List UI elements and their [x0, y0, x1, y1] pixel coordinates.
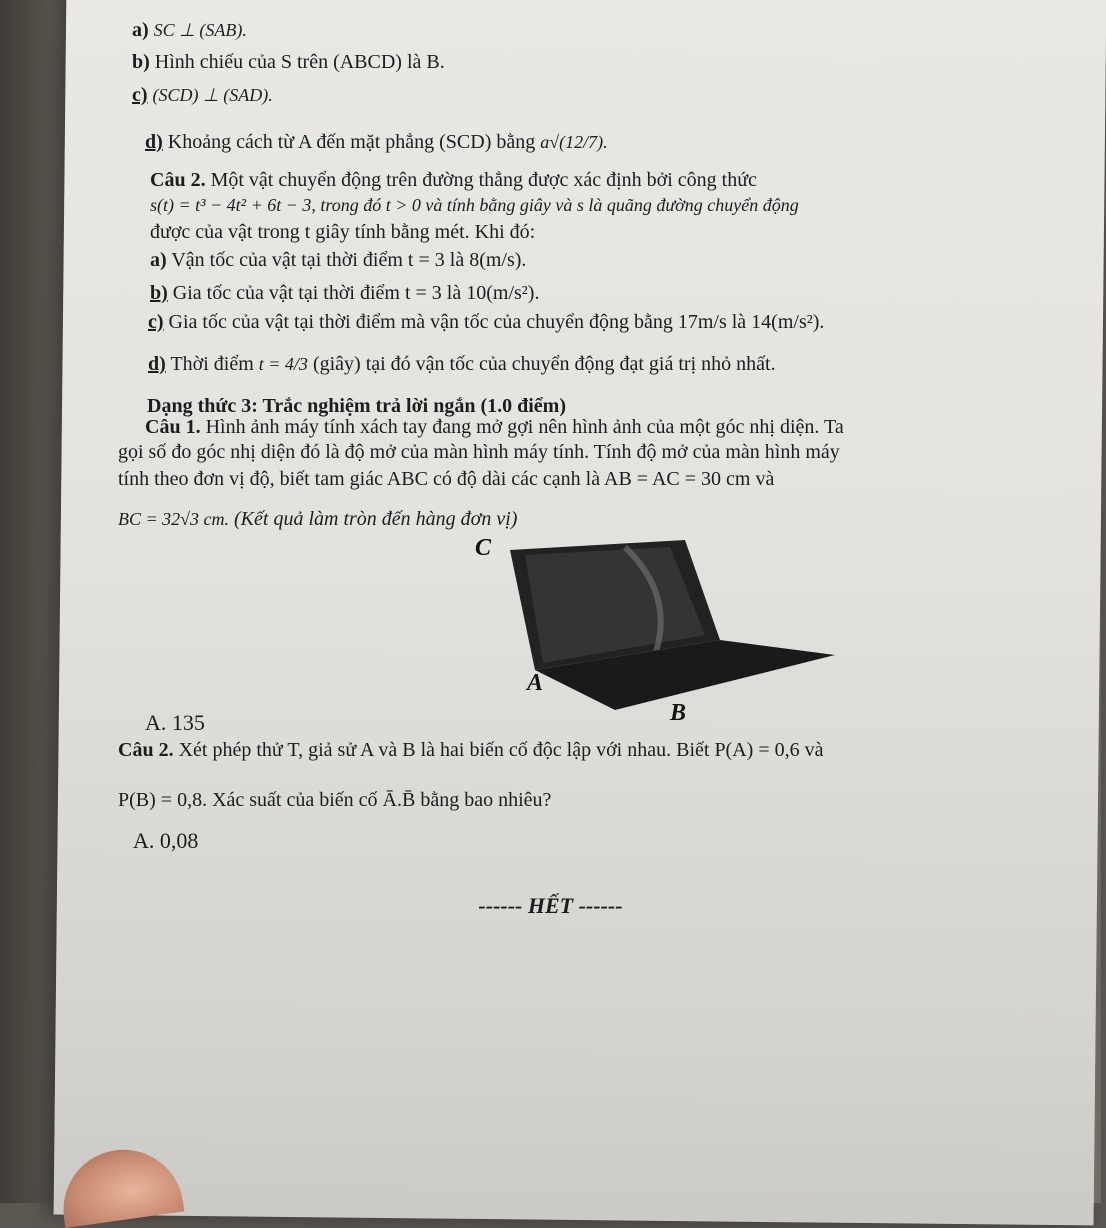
label-c: C	[475, 535, 492, 561]
q2-item-d: d) Thời điểm t = 4/3 (giây) tại đó vận tốc của chuyển động đạt giá trị nhỏ nhất.	[148, 353, 776, 375]
s3-q2-answer: A. 0,08	[133, 828, 199, 853]
laptop-diagram	[475, 535, 760, 735]
q2-item-b: b) Gia tốc của vật tại thời điểm t = 3 là 10(m/s²).	[150, 282, 540, 304]
label-a: A	[527, 670, 544, 696]
item-d: d) Khoảng cách từ A đến mặt phẳng (SCD) bằng a√(12/7).	[145, 131, 608, 153]
item-c: c) (SCD) ⊥ (SAD).	[132, 84, 273, 106]
s3-q1-line1: Câu 1. Hình ảnh máy tính xách tay đang mở gợi nên hình ảnh của một góc nhị diện. Ta	[145, 416, 844, 438]
s3-q1-line3: tính theo đơn vị độ, biết tam giác ABC có độ dài các cạnh là AB = AC = 30 cm và	[118, 468, 775, 490]
laptop-figure	[475, 535, 760, 735]
s3-q1-line4: BC = 32√3 cm. (Kết quả làm tròn đến hàng đơn vị)	[118, 508, 518, 530]
s3-q1-line2: gọi số đo góc nhị diện đó là độ mở của màn hình máy tính. Tính độ mở của màn hình máy	[118, 441, 840, 463]
q2-item-c: c) Gia tốc của vật tại thời điểm mà vận tốc của chuyển động bằng 17m/s là 14(m/s²).	[148, 311, 825, 333]
q2-line1: Câu 2. Một vật chuyển động trên đường thẳng được xác định bởi công thức	[150, 169, 757, 191]
s3-q2-line1: Câu 2. Xét phép thử T, giả sử A và B là hai biến cố độc lập với nhau. Biết P(A) = 0,6 và	[118, 739, 824, 761]
end-marker: ------ HẾT ------	[478, 893, 623, 918]
label-b: B	[670, 700, 687, 726]
q2-item-a: a) Vận tốc của vật tại thời điểm t = 3 là 8(m/s).	[150, 249, 527, 271]
s3-q2-line2: P(B) = 0,8. Xác suất của biến cố Ā.B̄ bằng bao nhiêu?	[118, 789, 552, 811]
section3-heading: Dạng thức 3: Trắc nghiệm trả lời ngắn (1.0 điểm)	[147, 395, 566, 417]
item-a: a) SC ⊥ (SAB).	[132, 19, 247, 41]
s3-q1-answer: A. 135	[145, 710, 205, 735]
q2-line2: s(t) = t³ − 4t² + 6t − 3, trong đó t > 0 và tính bằng giây và s là quãng đường chuyển động	[150, 195, 799, 215]
item-b: b) Hình chiếu của S trên (ABCD) là B.	[132, 51, 445, 73]
q2-line3: được của vật trong t giây tính bằng mét. Khi đó:	[150, 221, 536, 243]
